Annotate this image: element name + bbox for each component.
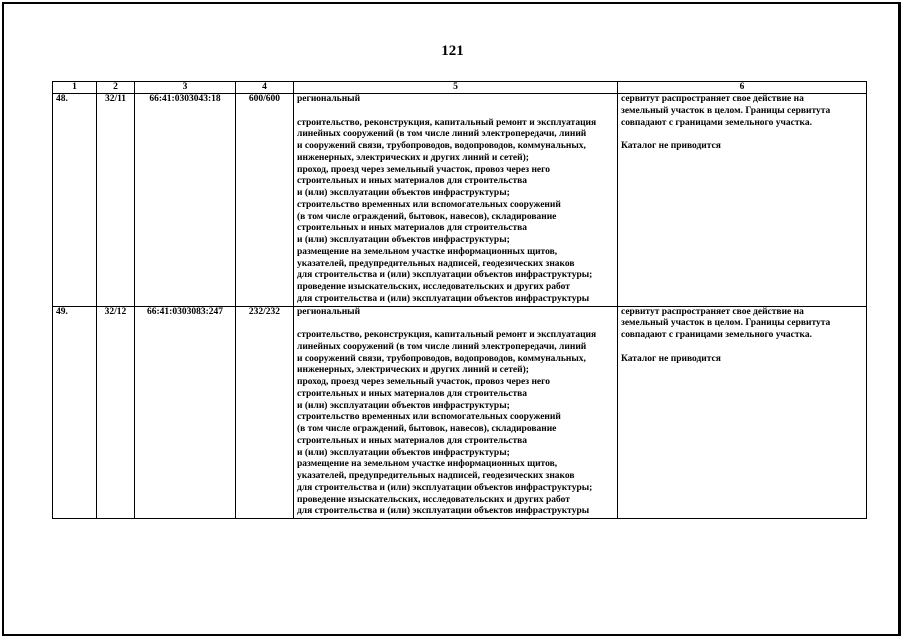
usage-line: строительных и иных материалов для строительства	[297, 176, 527, 187]
usage-line: для строительства и (или) эксплуатации объектов инфраструктуры;	[297, 270, 593, 281]
usage-line: строительных и иных материалов для строительства	[297, 388, 527, 399]
spacer	[621, 342, 863, 354]
zone-code: 32/11	[97, 94, 135, 307]
column-header: 3	[135, 82, 236, 94]
usage-line: и (или) эксплуатации объектов инфраструктуры;	[297, 235, 510, 245]
usage-line: для строительства и (или) эксплуатации объектов инфраструктуры	[297, 293, 590, 304]
usage-type: региональный	[297, 94, 361, 104]
usage-type: региональный	[297, 306, 361, 317]
usage-line: указателей, предупредительных надписей, геодезических знаков	[297, 471, 575, 481]
condition-line: сервитут распространяет свое действие на	[621, 306, 804, 317]
usage-line: проведение изыскательских, исследовательских и других работ	[297, 494, 570, 505]
usage-line: размещение на земельном участке информационных щитов,	[297, 459, 558, 470]
condition-line: сервитут распространяет свое действие на	[621, 94, 804, 104]
usage-line: и сооружений связи, трубопроводов, водопроводов, коммунальных,	[297, 141, 586, 151]
usage-line: линейных сооружений (в том числе линий электропередачи, линий	[297, 341, 587, 352]
table-header-row	[53, 82, 867, 94]
usage-line: строительство временных или вспомогательных сооружений	[297, 412, 561, 423]
usage-line: размещение на земельном участке информационных щитов,	[297, 246, 558, 257]
condition-line: земельный участок в целом. Границы сервитута	[621, 105, 831, 116]
condition-line: совпадают с границами земельного участка.	[621, 330, 812, 340]
table-row	[53, 94, 867, 307]
catalog-note: Каталог не приводится	[621, 141, 721, 151]
area-value: 600/600	[236, 94, 294, 307]
usage-cell	[294, 94, 618, 307]
usage-line: (в том числе ограждений, бытовок, навесов), складирование	[297, 211, 557, 222]
conditions-cell	[618, 94, 867, 307]
usage-line: для строительства и (или) эксплуатации объектов инфраструктуры	[297, 506, 590, 517]
usage-line: указателей, предупредительных надписей, геодезических знаков	[297, 258, 575, 269]
usage-line: проход, проезд через земельный участок, провоз через него	[297, 377, 550, 387]
condition-line: совпадают с границами земельного участка.	[621, 117, 812, 128]
zone-code: 32/12	[97, 306, 135, 519]
usage-line: для строительства и (или) эксплуатации объектов инфраструктуры;	[297, 482, 593, 493]
cadastral-number: 66:41:0303083:247	[135, 306, 236, 519]
usage-line: инженерных, электрических и других линий и сетей);	[297, 152, 529, 163]
usage-line: и (или) эксплуатации объектов инфраструктуры;	[297, 188, 510, 198]
usage-line: проход, проезд через земельный участок, провоз через него	[297, 164, 550, 175]
column-header: 5	[294, 82, 618, 94]
catalog-note: Каталог не приводится	[621, 353, 721, 364]
usage-line: проведение изыскательских, исследовательских и других работ	[297, 282, 570, 292]
page-number: 121	[441, 43, 464, 59]
column-header: 2	[97, 82, 135, 94]
usage-line: инженерных, электрических и других линий и сетей);	[297, 365, 529, 376]
usage-line: и (или) эксплуатации объектов инфраструктуры;	[297, 447, 510, 458]
column-header: 1	[53, 82, 97, 94]
usage-line: строительство, реконструкция, капитальный ремонт и эксплуатация	[297, 117, 597, 128]
table-row	[53, 306, 867, 519]
spacer	[621, 129, 863, 141]
usage-line: (в том числе ограждений, бытовок, навесов), складирование	[297, 424, 557, 434]
condition-line: земельный участок в целом. Границы сервитута	[621, 318, 831, 329]
usage-line: и сооружений связи, трубопроводов, водопроводов, коммунальных,	[297, 353, 586, 364]
column-header: 4	[236, 82, 294, 94]
spacer	[297, 318, 614, 330]
usage-line: строительных и иных материалов для строительства	[297, 223, 527, 234]
row-number: 48.	[53, 94, 97, 307]
usage-line: строительство, реконструкция, капитальный ремонт и эксплуатация	[297, 330, 597, 340]
servitude-table	[52, 81, 867, 519]
conditions-cell	[618, 306, 867, 519]
usage-line: и (или) эксплуатации объектов инфраструктуры;	[297, 400, 510, 411]
cadastral-number: 66:41:0303043:18	[135, 94, 236, 307]
usage-line: линейных сооружений (в том числе линий электропередачи, линий	[297, 129, 587, 140]
usage-line: строительство временных или вспомогательных сооружений	[297, 199, 561, 210]
area-value: 232/232	[236, 306, 294, 519]
column-header: 6	[618, 82, 867, 94]
spacer	[297, 106, 614, 118]
usage-cell	[294, 306, 618, 519]
usage-line: строительных и иных материалов для строительства	[297, 435, 527, 446]
row-number: 49.	[53, 306, 97, 519]
